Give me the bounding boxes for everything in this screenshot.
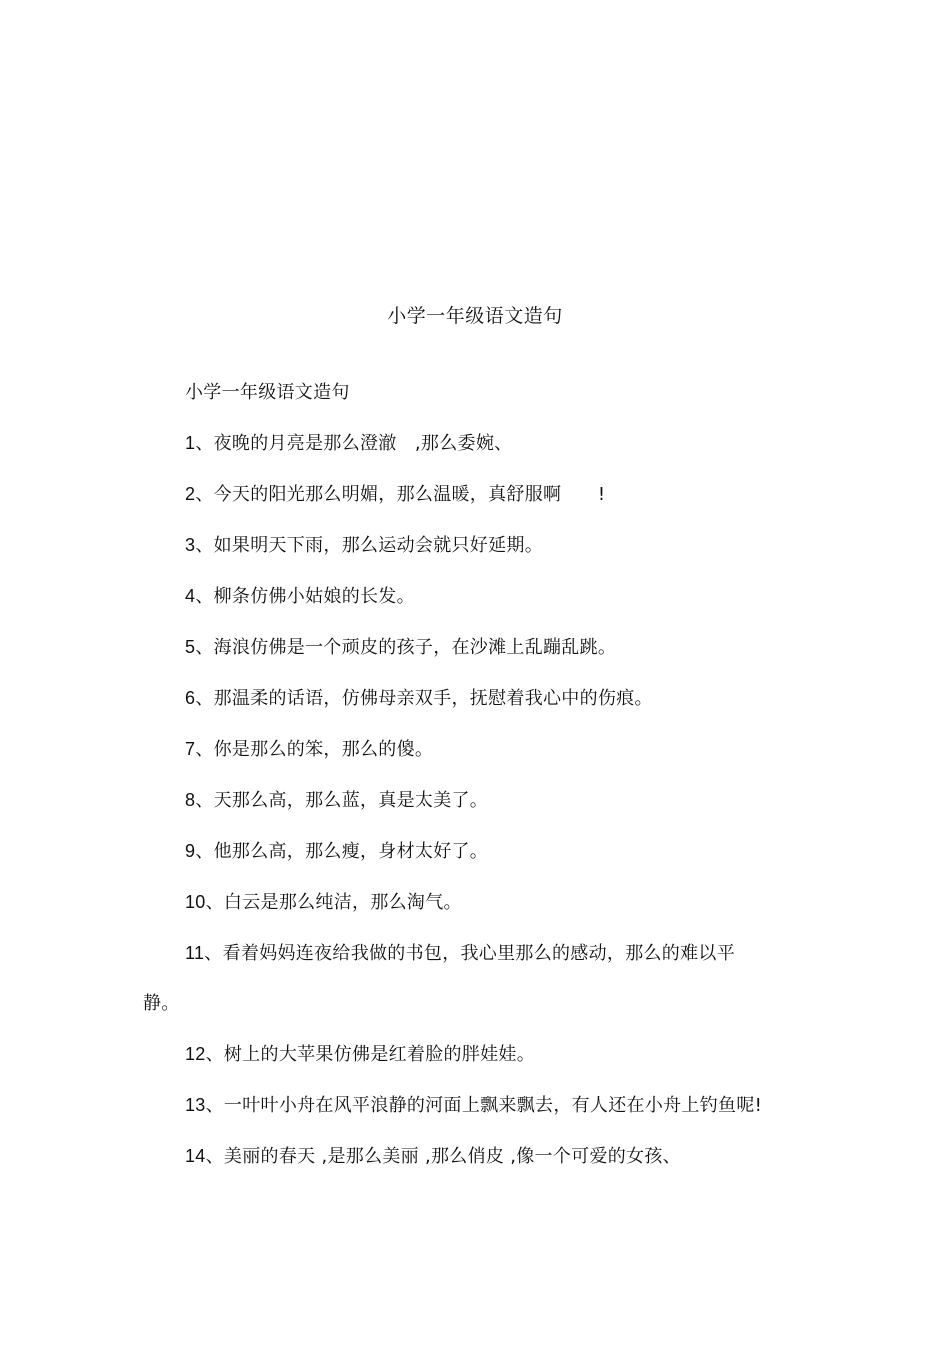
sentence-text: 、看着妈妈连夜给我做的书包，我心里那么的感动，那么的难以平静。	[143, 943, 735, 1014]
sentence-item	[143, 418, 763, 469]
sentence-item	[143, 571, 763, 622]
sentence-item	[143, 673, 763, 724]
sentence-text: 、夜晚的月亮是那么澄澈 ,那么委婉、	[195, 433, 513, 454]
sentence-item	[143, 877, 763, 928]
sentence-text: 、天那么高，那么蓝，真是太美了。	[195, 790, 489, 811]
sentence-text: 、树上的大苹果仿佛是红着脸的胖娃娃。	[205, 1044, 536, 1065]
sentence-item	[143, 826, 763, 877]
sentence-number: 9	[185, 841, 196, 861]
sentence-text: 、他那么高，那么瘦，身材太好了。	[195, 841, 489, 862]
sentence-number: 11	[185, 943, 205, 963]
sentence-item	[143, 1029, 763, 1080]
sentence-text: 、海浪仿佛是一个顽皮的孩子，在沙滩上乱蹦乱跳。	[195, 637, 617, 658]
document-title: 小学一年级语文造句	[387, 305, 563, 327]
section-heading: 小学一年级语文造句	[185, 382, 350, 403]
sentence-number: 2	[185, 484, 196, 504]
sentence-number: 13	[185, 1095, 206, 1115]
sentence-number: 6	[185, 688, 196, 708]
sentence-text: 、美丽的春天 ,是那么美丽 ,那么俏皮 ,像一个可爱的女孩、	[205, 1146, 681, 1167]
sentence-number: 1	[185, 433, 196, 453]
document-body	[143, 368, 763, 1182]
sentence-number: 7	[185, 739, 196, 759]
sentence-number: 10	[185, 892, 206, 912]
sentence-text: 、白云是那么纯洁，那么淘气。	[205, 892, 462, 913]
sentence-text: 、今天的阳光那么明媚，那么温暖，真舒服啊 !	[195, 484, 606, 505]
sentence-item	[143, 1080, 763, 1131]
sentence-number: 8	[185, 790, 196, 810]
sentence-item	[143, 928, 763, 1029]
sentence-number: 5	[185, 637, 196, 657]
sentence-number: 12	[185, 1044, 206, 1064]
sentence-text: 、那温柔的话语，仿佛母亲双手，抚慰着我心中的伤痕。	[195, 688, 653, 709]
sentence-text: 、你是那么的笨，那么的傻。	[195, 739, 434, 760]
sentence-item	[143, 775, 763, 826]
sentence-number: 4	[185, 586, 196, 606]
sentence-text: 、如果明天下雨，那么运动会就只好延期。	[195, 535, 544, 556]
sentence-number: 14	[185, 1146, 206, 1166]
sentence-number: 3	[185, 535, 196, 555]
sentence-item	[143, 1131, 763, 1182]
sentence-text: 、一叶叶小舟在风平浪静的河面上飘来飘去，有人还在小舟上钓鱼呢!	[205, 1095, 763, 1116]
sentence-item	[143, 520, 763, 571]
sentence-item	[143, 469, 763, 520]
sentence-text: 、柳条仿佛小姑娘的长发。	[195, 586, 415, 607]
sentence-item	[143, 724, 763, 775]
sentence-item	[143, 622, 763, 673]
